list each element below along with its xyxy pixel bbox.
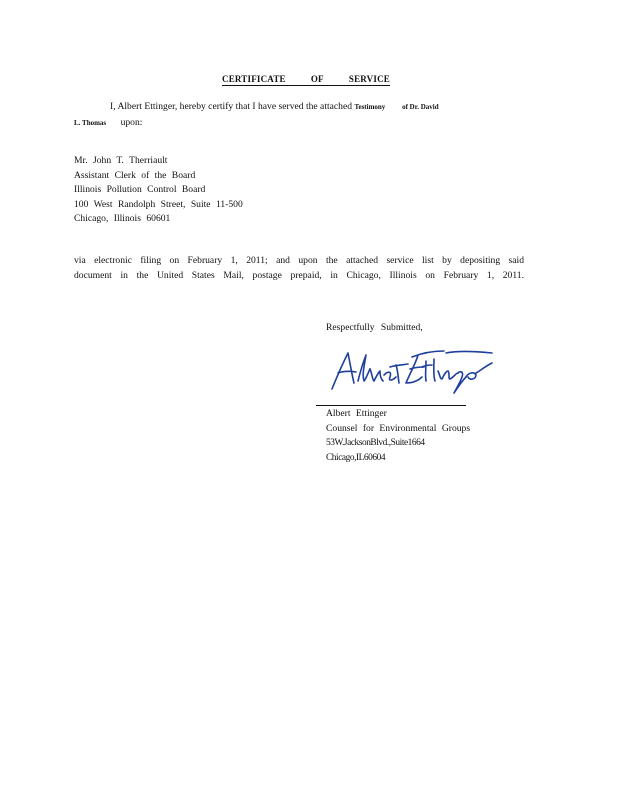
recipient-name: Mr. John T. Therriault — [74, 155, 168, 166]
recipient-address — [74, 154, 243, 227]
service-paragraph — [74, 253, 524, 283]
upon-text: upon: — [120, 117, 143, 128]
signer-role: Counsel for Environmental Groups — [326, 422, 471, 434]
name-continuation: L. Thomas — [74, 119, 107, 127]
title-word-service: SERVICE — [348, 74, 390, 84]
signer-block — [326, 407, 470, 465]
closing-text: Respectfully Submitted, — [326, 322, 423, 333]
certify-text: I, Albert Ettinger, hereby certify that I have served the attached — [110, 101, 353, 112]
of-doctor-label: of Dr. David — [402, 103, 439, 111]
recipient-street: 100 West Randolph Street, Suite 11-500 — [74, 198, 243, 210]
recipient-title: Assistant Clerk of the Board — [74, 169, 196, 181]
title-word-of: OF — [310, 74, 324, 84]
signer-name: Albert Ettinger — [326, 408, 387, 419]
testimony-label: Testimony — [354, 103, 386, 111]
certify-paragraph — [74, 99, 524, 131]
signature-line — [316, 405, 466, 406]
handwritten-signature — [326, 343, 496, 395]
signature-strokes — [332, 351, 492, 393]
recipient-organization: Illinois Pollution Control Board — [74, 184, 206, 195]
recipient-city: Chicago, Illinois 60601 — [74, 213, 171, 224]
signer-address-city: Chicago,IL60604 — [326, 452, 386, 463]
service-line-2: document in the United States Mail, postage prepaid, in Chicago, Illinois on February 1, 2011. — [74, 270, 524, 281]
certificate-title — [222, 74, 390, 86]
signer-address-street: 53W.JacksonBlvd.,Suite1664 — [326, 438, 425, 448]
service-line-1: via electronic filing on February 1, 2011; and upon the attached service list by depositing said — [74, 255, 524, 266]
title-word-certificate: CERTIFICATE — [222, 74, 286, 84]
